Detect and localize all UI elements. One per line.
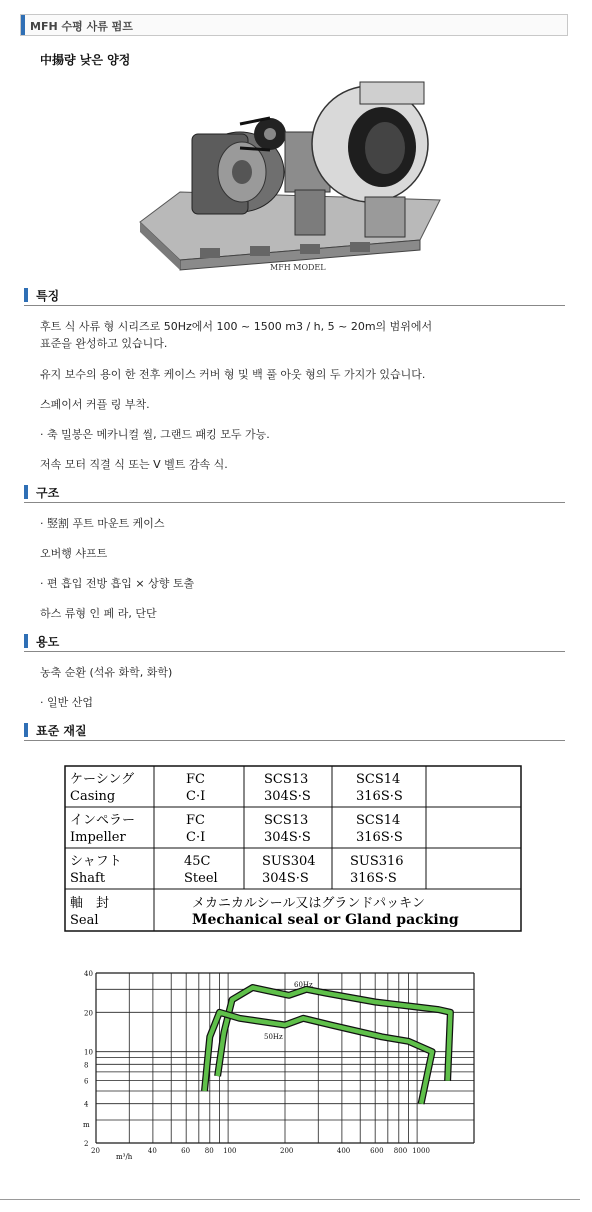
x-tick-label: 200 [280,1147,294,1155]
row-casing-c3b: 316S·S [356,789,403,804]
structure-line-1: · 竪割 푸트 마운트 케이스 [40,517,165,530]
structure-line-2: 오버행 샤프트 [40,547,108,560]
row-impeller-c2a: SCS13 [264,813,309,828]
y-axis-label: m [83,1121,90,1129]
features-line-6: 저속 모터 직결 식 또는 V 벨트 감속 식. [40,458,228,471]
row-casing-c2b: 304S·S [264,789,311,804]
y-tick-label: 40 [84,970,93,978]
x-tick-label: 100 [223,1147,237,1155]
section-materials-title: 표준 재질 [36,724,87,738]
section-marker [24,634,28,648]
row-seal-en: Seal [70,913,99,928]
series-label-50Hz: 50Hz [264,1033,283,1041]
section-usage-header [24,633,565,652]
section-materials-header [24,722,565,741]
features-line-1: 후트 식 사류 형 시리즈로 50Hz에서 100 ~ 1500 m3 / h, 5 ~ 20m의 범위에서 [40,320,433,333]
material-table [64,765,522,932]
row-impeller-en: Impeller [70,830,126,845]
row-shaft-c1b: Steel [184,871,218,886]
row-impeller-c1b: C·I [186,830,206,845]
row-impeller-jp: インペラー [70,813,136,828]
x-tick-label: 600 [370,1147,384,1155]
photo-caption: MFH MODEL [270,263,326,272]
x-tick-label: 20 [91,1147,100,1155]
x-tick-label: 800 [393,1147,408,1155]
page-title: MFH 수평 사류 펌프 [30,20,133,33]
x-tick-label: 60 [181,1147,191,1155]
structure-line-3: · 편 흡입 전방 흡입 × 상향 토출 [40,577,195,590]
row-casing-c3a: SCS14 [356,772,401,787]
section-features-title: 특징 [36,289,60,303]
y-tick-label: 20 [84,1009,93,1018]
row-shaft-en: Shaft [70,871,106,886]
seal-value-jp: メカニカルシール又はグランドパッキン [192,896,426,911]
series-label-60Hz: 60Hz [294,981,313,989]
x-tick-label: 1000 [412,1147,430,1155]
section-structure-header [24,484,565,503]
usage-line-2: · 일반 산업 [40,696,93,709]
y-tick-label: 6 [84,1077,89,1086]
row-impeller-c2b: 304S·S [264,830,311,845]
row-shaft-c3b: 316S·S [350,871,397,886]
features-line-2: 표준을 완성하고 있습니다. [40,337,168,350]
chart-grid [96,973,474,1143]
x-tick-label: 40 [147,1147,157,1155]
row-casing-c2a: SCS13 [264,772,309,787]
row-shaft-c1a: 45C [184,854,211,869]
features-line-3: 유지 보수의 용이 한 전후 케이스 커버 형 및 백 풀 아웃 형의 두 가지가 있습니다. [40,368,426,381]
row-shaft-jp: シャフト [70,854,122,869]
structure-line-4: 하스 류형 인 페 라, 단단 [40,607,157,620]
title-accent [21,15,25,35]
features-line-5: · 축 밀봉은 메카니컬 씰, 그랜드 패킹 모두 가능. [40,428,270,441]
row-impeller-c3b: 316S·S [356,830,403,845]
row-casing-jp: ケーシング [70,772,135,787]
x-axis-label: m³/h [116,1153,133,1161]
seal-value-en: Mechanical seal or Gland packing [192,912,459,928]
y-tick-label: 4 [84,1100,89,1109]
y-tick-label: 10 [84,1048,93,1057]
x-tick-label: 400 [336,1147,351,1155]
section-structure-title: 구조 [36,486,60,500]
x-tick-label: 80 [204,1147,214,1155]
usage-line-1: 농축 순환 (석유 화학, 화학) [40,666,173,679]
row-casing-c1a: FC [186,772,205,787]
features-line-4: 스페이서 커플 링 부착. [40,398,150,411]
section-marker [24,485,28,499]
section-marker [24,723,28,737]
row-shaft-c2a: SUS304 [262,854,316,869]
product-photo [120,72,545,276]
row-shaft-c3a: SUS316 [350,854,404,869]
page-title-bar [20,14,568,36]
subtitle: 中揚량 낮은 양정 [40,53,131,67]
section-usage-title: 용도 [36,635,60,649]
row-seal-jp: 軸 封 [70,896,110,911]
row-impeller-c1a: FC [186,813,205,828]
y-tick-label: 8 [84,1061,89,1070]
page-bottom-divider [0,1199,580,1200]
row-shaft-c2b: 304S·S [262,871,309,886]
section-marker [24,288,28,302]
row-impeller-c3a: SCS14 [356,813,401,828]
row-casing-c1b: C·I [186,789,206,804]
performance-curve-chart [64,965,485,1163]
row-casing-en: Casing [70,789,116,804]
y-tick-label: 2 [84,1140,89,1148]
section-features-header [24,287,565,306]
